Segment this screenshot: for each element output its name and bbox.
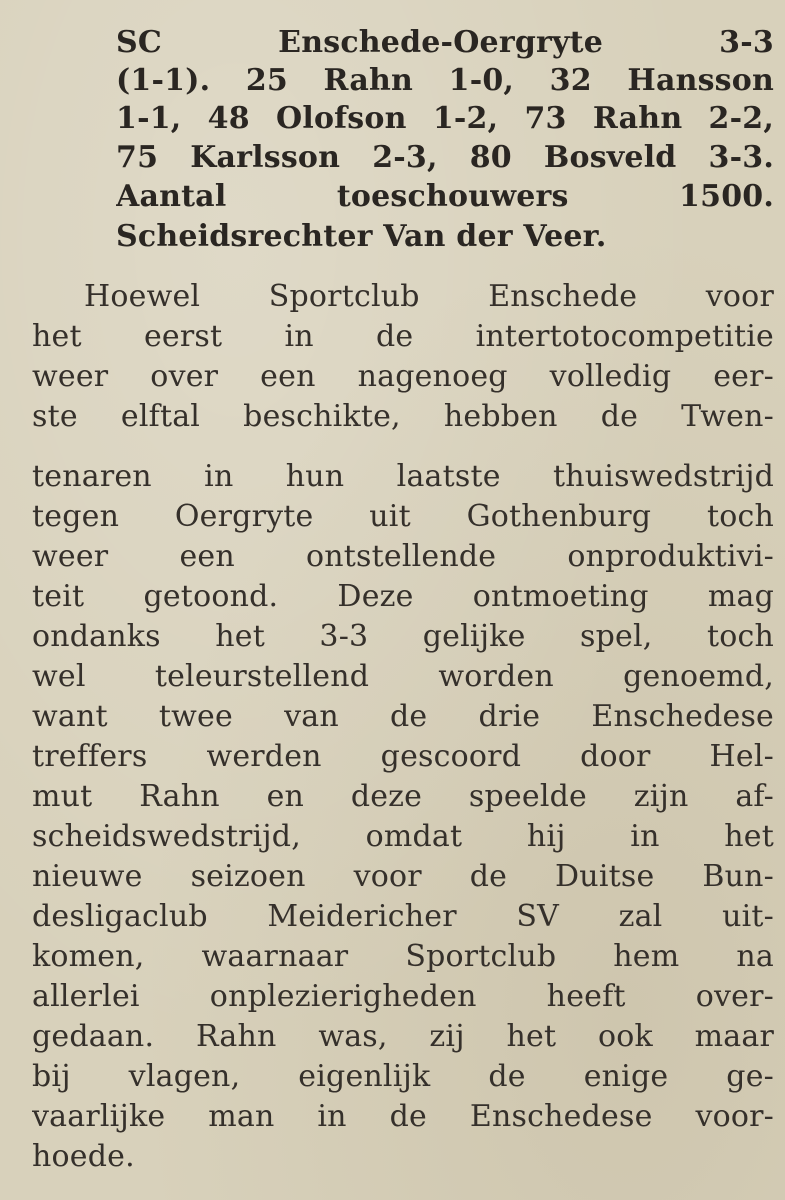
body-line: treffers werden gescoord door Hel- [32,739,774,774]
body-line: mut Rahn en deze speelde zijn af- [32,779,774,814]
body-line: hoede. [32,1139,135,1174]
body-line: weer over een nagenoeg volledig eer- [32,359,774,394]
body-line: scheidswedstrijd, omdat hij in het [32,819,774,854]
body-line: komen, waarnaar Sportclub hem na [32,939,774,974]
summary-line: Aantal toeschouwers 1500. [116,179,774,214]
body-line: bij vlagen, eigenlijk de enige ge- [32,1059,774,1094]
body-line: tegen Oergryte uit Gothenburg toch [32,499,774,534]
body-line: weer een ontstellende onproduktivi- [32,539,774,574]
body-line: teit getoond. Deze ontmoeting mag [32,579,774,614]
body-line: Hoewel Sportclub Enschede voor [84,279,774,314]
summary-line: Scheidsrechter Van der Veer. [116,219,607,254]
body-line: desligaclub Meidericher SV zal uit- [32,899,774,934]
body-line: tenaren in hun laatste thuiswedstrijd [32,459,774,494]
body-line: nieuwe seizoen voor de Duitse Bun- [32,859,774,894]
summary-line: (1-1). 25 Rahn 1-0, 32 Hansson [116,63,774,98]
body-line: vaarlijke man in de Enschedese voor- [32,1099,774,1134]
summary-line: SC Enschede-Oergryte 3-3 [116,25,774,60]
body-line: want twee van de drie Enschedese [32,699,774,734]
body-line: ondanks het 3-3 gelijke spel, toch [32,619,774,654]
body-line: het eerst in de intertotocompetitie [32,319,774,354]
body-line: gedaan. Rahn was, zij het ook maar [32,1019,774,1054]
summary-line: 75 Karlsson 2-3, 80 Bosveld 3-3. [116,140,774,175]
body-line: ste elftal beschikte, hebben de Twen- [32,399,774,434]
body-line: allerlei onplezierigheden heeft over- [32,979,774,1014]
summary-line: 1-1, 48 Olofson 1-2, 73 Rahn 2-2, [116,101,774,136]
body-line: wel teleurstellend worden genoemd, [32,659,774,694]
